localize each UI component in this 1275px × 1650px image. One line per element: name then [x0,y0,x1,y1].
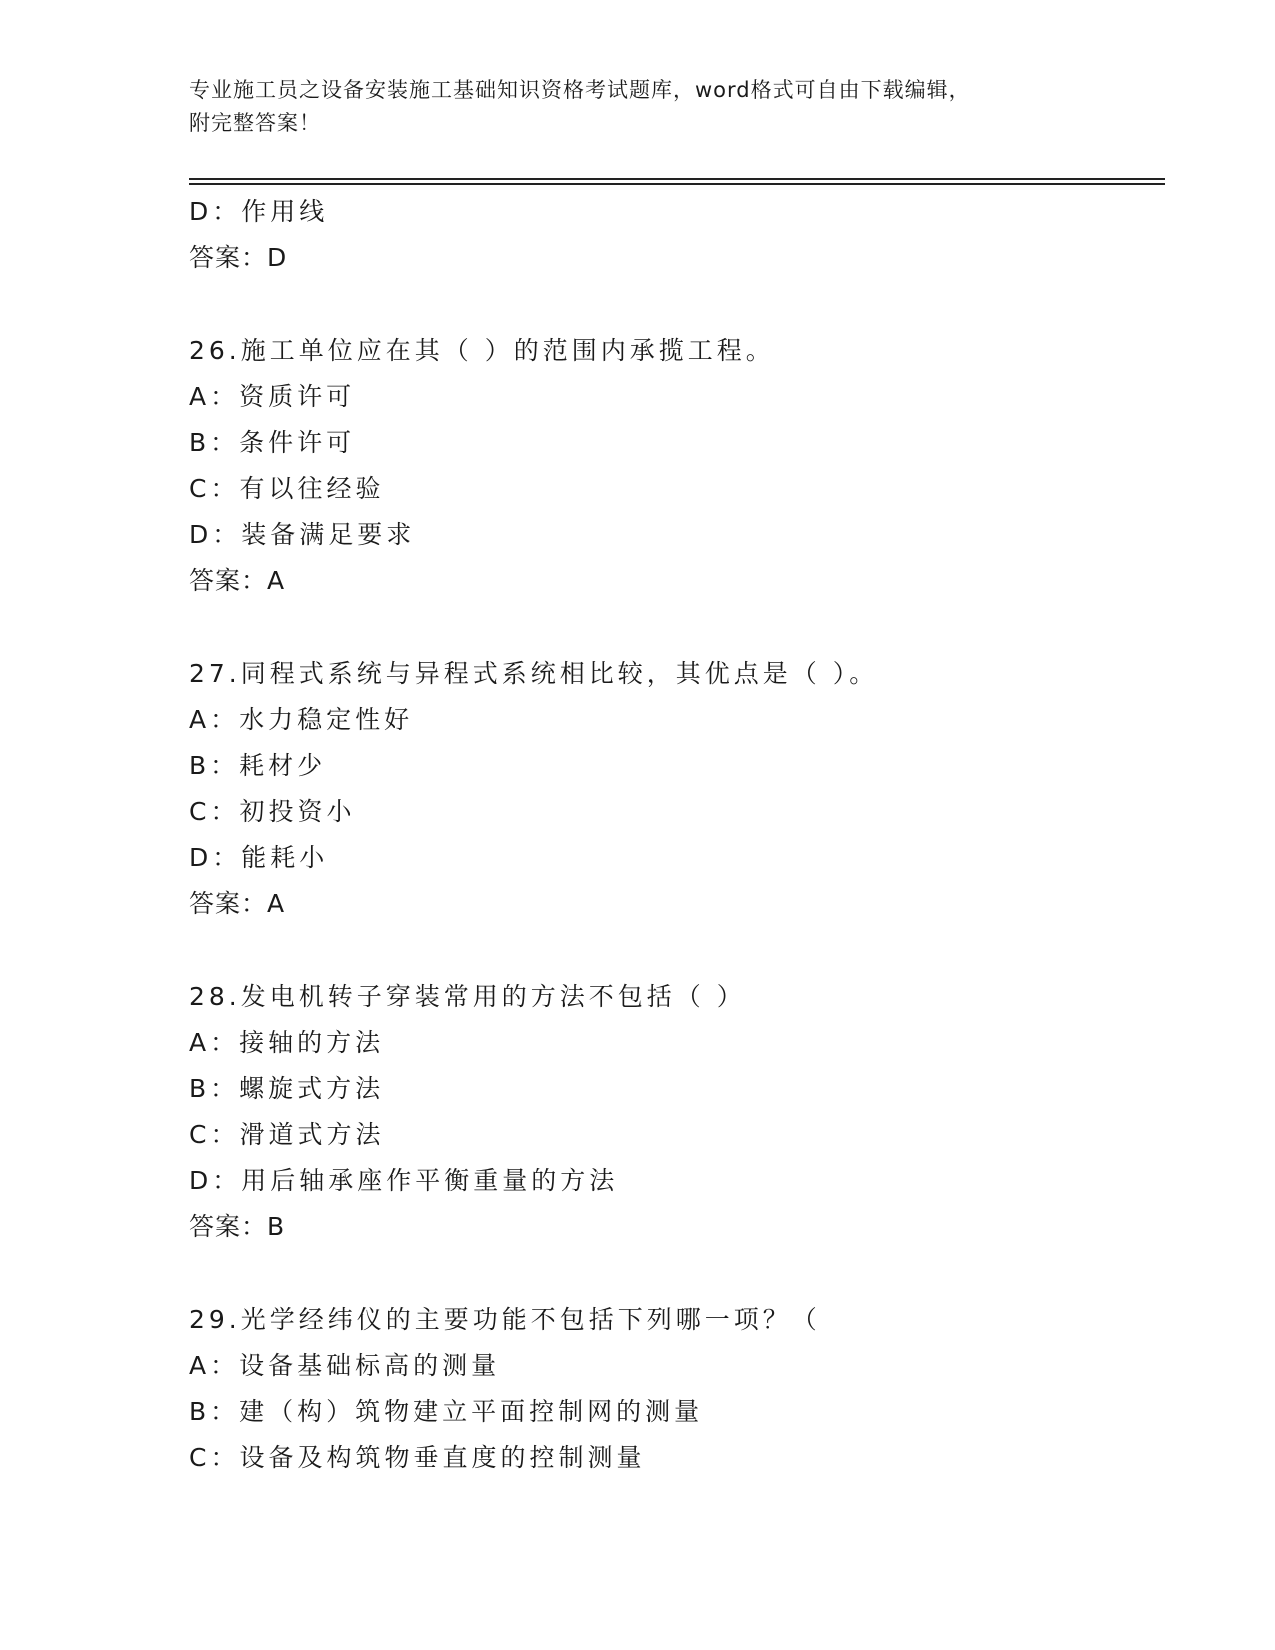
header-line-1: 专业施工员之设备安装施工基础知识资格考试题库，word格式可自由下载编辑， [189,78,971,102]
question-list [189,189,1149,1481]
answer: 答案：A [189,889,286,918]
option-d: D：能耗小 [189,843,329,872]
option-a: A：设备基础标高的测量 [189,1351,501,1380]
option-b: B：螺旋式方法 [189,1074,385,1103]
question-stem: 28.发电机转子穿装常用的方法不包括（ ） [189,982,746,1011]
option-c: C：滑道式方法 [189,1120,385,1149]
header-line-2: 附完整答案！ [189,111,321,135]
question-28 [189,974,1149,1250]
option-a: A：水力稳定性好 [189,705,414,734]
option-a: A：资质许可 [189,382,356,411]
option-b: B：条件许可 [189,428,356,457]
prev-question-answer: 答案：D [189,243,288,272]
header-divider-top [189,178,1165,180]
option-b: B：耗材少 [189,751,327,780]
option-b: B：建（构）筑物建立平面控制网的测量 [189,1397,704,1426]
prev-question-option-d: D：作用线 [189,197,329,226]
answer: 答案：A [189,566,286,595]
option-c: C：设备及构筑物垂直度的控制测量 [189,1443,646,1472]
option-a: A：接轴的方法 [189,1028,385,1057]
question-stem: 27.同程式系统与异程式系统相比较，其优点是（ ）。 [189,659,879,688]
question-stem: 26.施工单位应在其（ ）的范围内承揽工程。 [189,336,775,365]
option-d: D：用后轴承座作平衡重量的方法 [189,1166,619,1195]
question-29 [189,1297,1149,1481]
question-26 [189,328,1149,604]
question-27 [189,651,1149,927]
option-c: C：初投资小 [189,797,356,826]
document-header [189,74,1069,140]
answer: 答案：B [189,1212,286,1241]
option-d: D：装备满足要求 [189,520,416,549]
option-c: C：有以往经验 [189,474,385,503]
question-stem: 29.光学经纬仪的主要功能不包括下列哪一项？（ [189,1305,821,1334]
header-divider-bottom [189,183,1165,185]
